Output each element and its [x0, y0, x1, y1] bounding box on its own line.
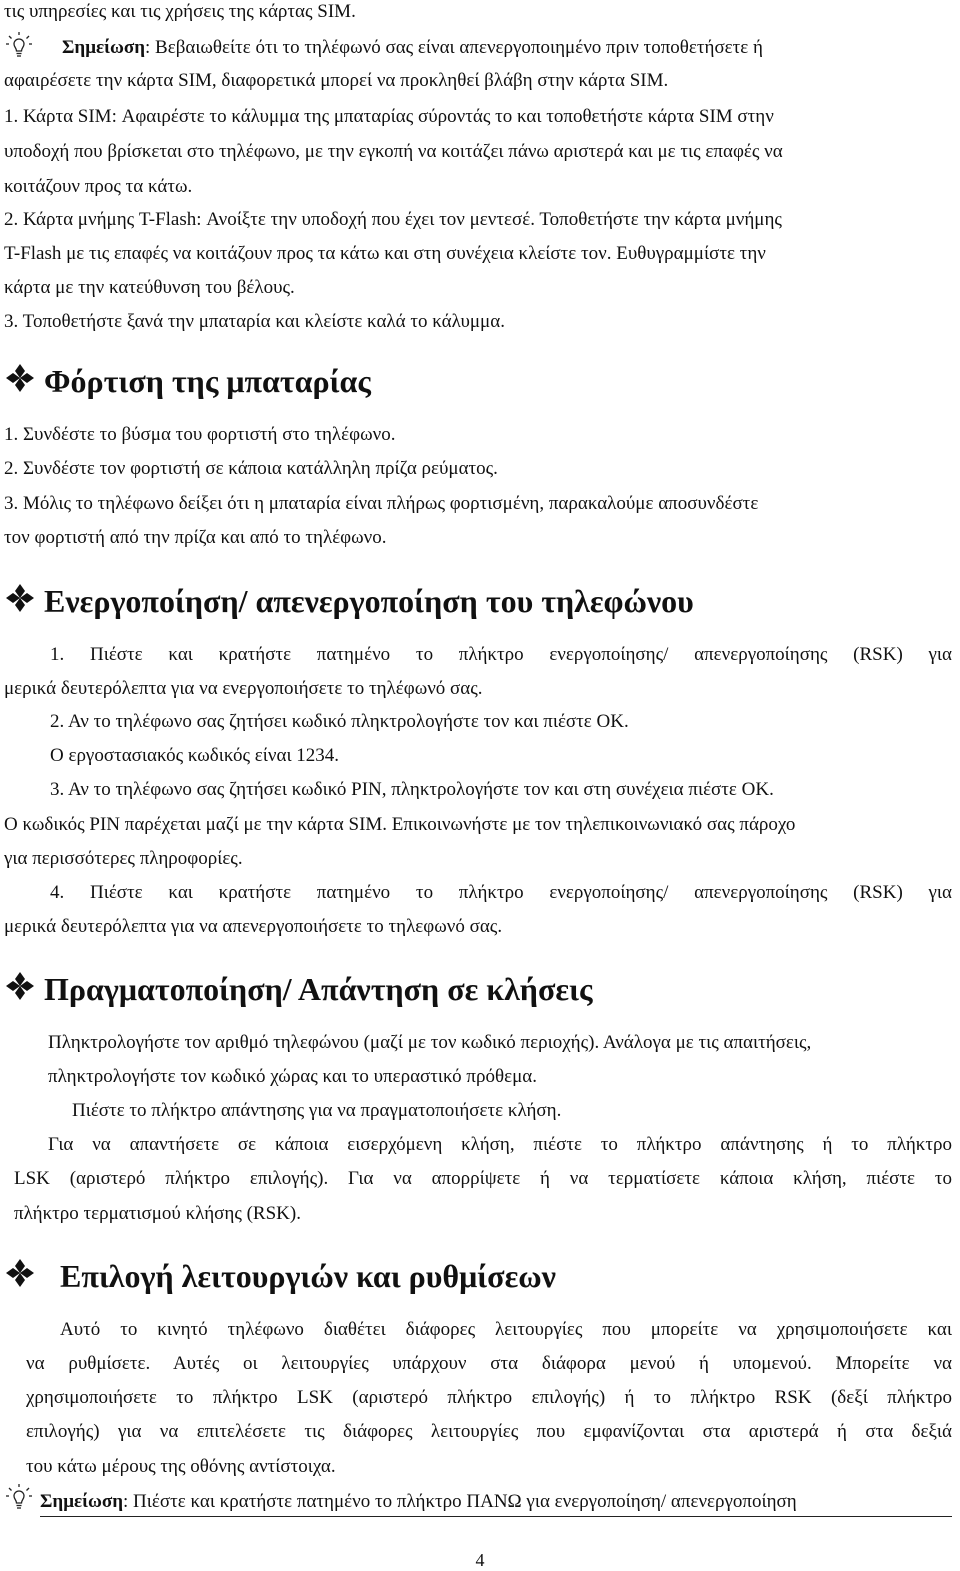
diamond-bullet-icon — [4, 1257, 36, 1289]
sim-step-line: 2. Κάρτα μνήμης T-Flash: Ανοίξτε την υποδοχή που έχει τον μεντεσέ. Τοποθετήστε την κάρτα μνήμης — [4, 209, 782, 230]
note-1 — [62, 38, 763, 57]
note-1-label: Σημείωση — [62, 37, 146, 58]
lightbulb-icon — [4, 30, 34, 60]
note-1-text: : Βεβαιωθείτε ότι το τηλέφωνό σας είναι απενεργοποιημένο πριν τοποθετήσετε ή — [145, 37, 763, 58]
calls-line: πλήκτρο τερματισμού κλήσης (RSK). — [14, 1203, 301, 1224]
functions-line: επιλογής) για να επιτελέσετε τις διάφορες λειτουργίες που εμφανίζονται στα αριστερά ή στα δεξιά — [26, 1421, 952, 1442]
power-line: 2. Αν το τηλέφωνο σας ζητήσει κωδικό πληκτρολογήστε τον και πιέστε OK. — [50, 711, 629, 732]
power-line: 3. Αν το τηλέφωνο σας ζητήσει κωδικό PIN, πληκτρολογήστε τον και στη συνέχεια πιέστε OK. — [50, 779, 774, 800]
power-line: για περισσότερες πληροφορίες. — [4, 848, 243, 869]
note-2-label: Σημείωση — [40, 1491, 124, 1512]
power-line: μερικά δευτερόλεπτα για να ενεργοποιήσετε το τηλέφωνό σας. — [4, 678, 483, 699]
heading-calls-text: Πραγματοποίηση/ Απάντηση σε κλήσεις — [44, 971, 593, 1007]
heading-functions — [4, 1257, 556, 1292]
power-line: 1. Πιέστε και κρατήστε πατημένο το πλήκτρο ενεργοποίησης/ απενεργοποίησης (RSK) για — [50, 644, 952, 665]
calls-line: πληκτρολογήστε τον κωδικό χώρας και το υπεραστικό πρόθεμα. — [48, 1066, 537, 1087]
sim-step-line: T-Flash με τις επαφές να κοιτάζουν προς τα κάτω και στη συνέχεια κλείστε τον. Ευθυγραμμίστε την — [4, 243, 766, 264]
power-line: μερικά δευτερόλεπτα για να απενεργοποιήσετε το τηλεφωνό σας. — [4, 916, 503, 937]
charging-line: τον φορτιστή από την πρίζα και από το τηλέφωνο. — [4, 527, 387, 548]
sim-step-line: 3. Τοποθετήστε ξανά την μπαταρία και κλείστε καλά το κάλυμμα. — [4, 311, 505, 332]
diamond-bullet-icon — [4, 582, 36, 614]
sim-step-line: κάρτα με την κατεύθυνση του βέλους. — [4, 277, 295, 298]
note-2-text: : Πιέστε και κρατήστε πατημένο το πλήκτρο ΠΑΝΩ για ενεργοποίηση/ απενεργοποίηση — [123, 1491, 797, 1512]
charging-line: 1. Συνδέστε το βύσμα του φορτιστή στο τηλέφωνο. — [4, 424, 396, 445]
note-2-rule — [40, 1516, 952, 1517]
diamond-bullet-icon — [4, 362, 36, 394]
calls-line: Για να απαντήσετε σε κάποια εισερχόμενη κλήση, πιέστε το πλήκτρο απάντησης ή το πλήκτρο — [48, 1134, 952, 1155]
lightbulb-icon — [4, 1482, 34, 1512]
calls-line: Πληκτρολογήστε τον αριθμό τηλεφώνου (μαζί με τον κωδικό περιοχής). Ανάλογα με τις απαιτήσεις, — [48, 1032, 812, 1053]
power-line: Ο εργοστασιακός κωδικός είναι 1234. — [50, 745, 340, 766]
sim-step-line: υποδοχή που βρίσκεται στο τηλέφωνο, με την εγκοπή να κοιτάζει πάνω αριστερά και με τις επαφές να — [4, 141, 783, 162]
heading-power-text: Ενεργοποίηση/ απενεργοποίηση του τηλεφώνου — [44, 583, 694, 619]
heading-charging-text: Φόρτιση της μπαταρίας — [44, 363, 371, 399]
functions-line: του κάτω μέρους της οθόνης αντίστοιχα. — [26, 1456, 336, 1477]
page-number: 4 — [475, 1550, 485, 1570]
power-line: 4. Πιέστε και κρατήστε πατημένο το πλήκτρο ενεργοποίησης/ απενεργοποίησης (RSK) για — [50, 882, 952, 903]
note-1-cont: αφαιρέσετε την κάρτα SIM, διαφορετικά μπορεί να προκληθεί βλάβη στην κάρτα SIM. — [4, 70, 669, 91]
intro-line: τις υπηρεσίες και τις χρήσεις της κάρτας SIM. — [4, 1, 356, 22]
diamond-bullet-icon — [4, 970, 36, 1002]
note-2 — [40, 1492, 797, 1511]
functions-line: να ρυθμίσετε. Αυτές οι λειτουργίες υπάρχουν στα διάφορα μενού ή υπομενού. Μπορείτε να — [26, 1353, 952, 1374]
heading-functions-text: Επιλογή λειτουργιών και ρυθμίσεων — [60, 1258, 556, 1294]
calls-line: Πιέστε το πλήκτρο απάντησης για να πραγματοποιήσετε κλήση. — [72, 1100, 562, 1121]
functions-line: χρησιμοποιήσετε το πλήκτρο LSK (αριστερό πλήκτρο επιλογής) ή το πλήκτρο RSK (δεξί πλήκτρο — [26, 1387, 952, 1408]
heading-power — [4, 582, 694, 617]
sim-step-line: 1. Κάρτα SIM: Αφαιρέστε το κάλυμμα της μπαταρίας σύροντάς το και τοποθετήστε κάρτα SIM στην — [4, 106, 774, 127]
heading-charging — [4, 362, 371, 397]
heading-calls — [4, 970, 592, 1005]
functions-line: Αυτό το κινητό τηλέφωνο διαθέτει διάφορες λειτουργίες που μπορείτε να χρησιμοποιήσετε και — [60, 1319, 952, 1340]
charging-line: 2. Συνδέστε τον φορτιστή σε κάποια κατάλληλη πρίζα ρεύματος. — [4, 458, 498, 479]
power-line: Ο κωδικός PIN παρέχεται μαζί με την κάρτα SIM. Επικοινωνήστε με τον τηλεπικοινωνιακό σας πάροχο — [4, 814, 796, 835]
calls-line: LSK (αριστερό πλήκτρο επιλογής). Για να απορρίψετε ή να τερματίσετε κάποια κλήση, πιέστε το — [14, 1168, 952, 1189]
sim-step-line: κοιτάζουν προς τα κάτω. — [4, 176, 193, 197]
charging-line: 3. Μόλις το τηλέφωνο δείξει ότι η μπαταρία είναι πλήρως φορτισμένη, παρακαλούμε αποσυνδέστε — [4, 493, 759, 514]
